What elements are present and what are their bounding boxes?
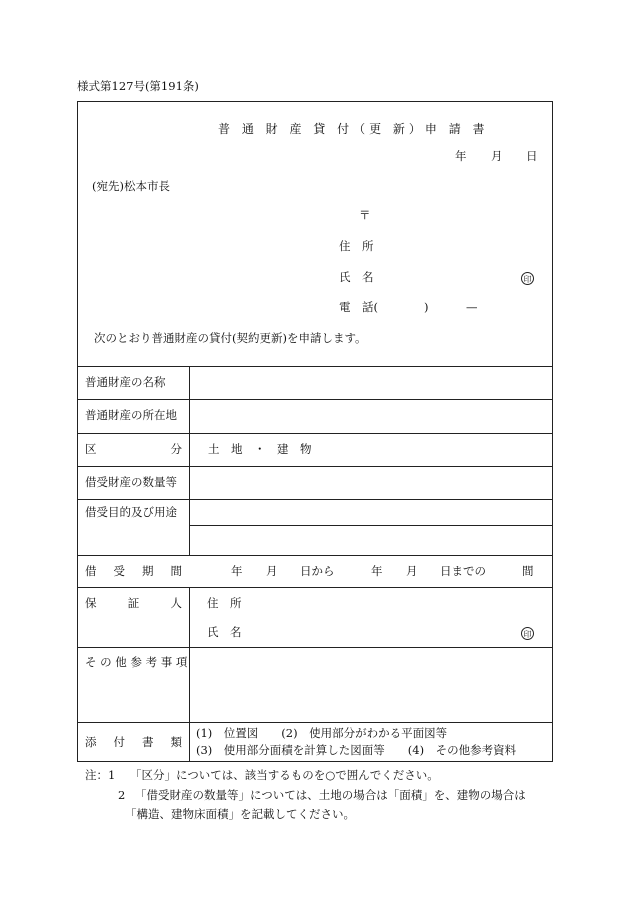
attachments-label-char: 書 [142, 735, 154, 749]
guarantor-label [85, 598, 182, 610]
other-reference-label: そ の 他 参 考 事 項 [85, 655, 188, 669]
purpose-label: 借受目的及び用途 [85, 505, 177, 519]
period-month-2: 月 [406, 564, 418, 578]
applicant-name-label: 氏 名 [339, 270, 374, 284]
guarantor-label-char: 保 [85, 596, 97, 610]
guarantor-name-label: 氏 名 [207, 625, 242, 639]
attachments-line-2: (3) 使用部分面積を計算した図面等 (4) その他参考資料 [196, 743, 517, 757]
period-until: 日までの [440, 564, 486, 578]
date-year: 年 [455, 149, 467, 163]
row-divider [77, 366, 553, 367]
intro-text: 次のとおり普通財産の貸付(契約更新)を申請します。 [94, 331, 367, 345]
attachments-line-1: (1) 位置図 (2) 使用部分がわかる平面図等 [196, 726, 448, 740]
period-end: 間 [522, 564, 534, 578]
date-month: 月 [491, 149, 503, 163]
note-number-2: 2 [118, 788, 126, 802]
row-divider [77, 466, 553, 467]
category-value: 土 地 ・ 建 物 [208, 442, 312, 456]
guarantor-label-char: 人 [170, 596, 182, 610]
period-label-char: 受 [113, 564, 125, 578]
seal-mark: 印 [521, 627, 534, 640]
period-year-2: 年 [371, 564, 383, 578]
column-divider [189, 366, 190, 555]
seal-mark: 印 [521, 272, 534, 285]
category-label [85, 444, 182, 456]
date-day: 日 [526, 149, 538, 163]
row-divider [189, 525, 553, 526]
attachments-label-char: 付 [113, 735, 125, 749]
period-label-char: 間 [170, 564, 182, 578]
phone-dash: — [466, 300, 478, 314]
period-from: 日から [300, 564, 335, 578]
row-divider [77, 647, 553, 648]
row-divider [77, 433, 553, 434]
phone-label: 電 話( [339, 300, 378, 314]
period-label-char: 借 [85, 564, 97, 578]
attachments-label [85, 737, 182, 749]
form-title: 普 通 財 産 貸 付（更 新）申 請 書 [218, 122, 489, 136]
attachments-label-char: 添 [85, 735, 97, 749]
note-2-line-1: 「借受財産の数量等」については、土地の場合は「面積」を、建物の場合は [135, 788, 526, 802]
period-year-1: 年 [231, 564, 243, 578]
column-divider [189, 587, 190, 762]
note-prefix: 注：1 [85, 768, 116, 782]
applicant-address-label: 住 所 [339, 239, 374, 253]
row-divider [77, 722, 553, 723]
period-month-1: 月 [266, 564, 278, 578]
guarantor-address-label: 住 所 [207, 596, 242, 610]
postal-mark: 〒 [359, 208, 371, 222]
row-divider [77, 587, 553, 588]
category-label-char: 区 [85, 442, 97, 456]
row-divider [77, 499, 553, 500]
addressee: (宛先)松本市長 [92, 179, 170, 193]
row-divider [77, 399, 553, 400]
period-label-char: 期 [142, 564, 154, 578]
form-number: 様式第127号(第191条) [77, 79, 199, 93]
phone-close-paren: ) [424, 300, 429, 314]
property-name-label: 普通財産の名称 [85, 375, 166, 389]
guarantor-label-char: 証 [127, 596, 140, 610]
property-location-label: 普通財産の所在地 [85, 408, 177, 422]
period-label [85, 566, 182, 578]
row-divider [77, 555, 553, 556]
category-label-char: 分 [170, 442, 182, 456]
quantity-label: 借受財産の数量等 [85, 475, 177, 489]
note-1: 「区分」については、該当するものを○で囲んでください。 [130, 768, 439, 782]
note-2-line-2: 「構造、建物床面積」を記載してください。 [125, 807, 355, 821]
attachments-label-char: 類 [170, 735, 182, 749]
